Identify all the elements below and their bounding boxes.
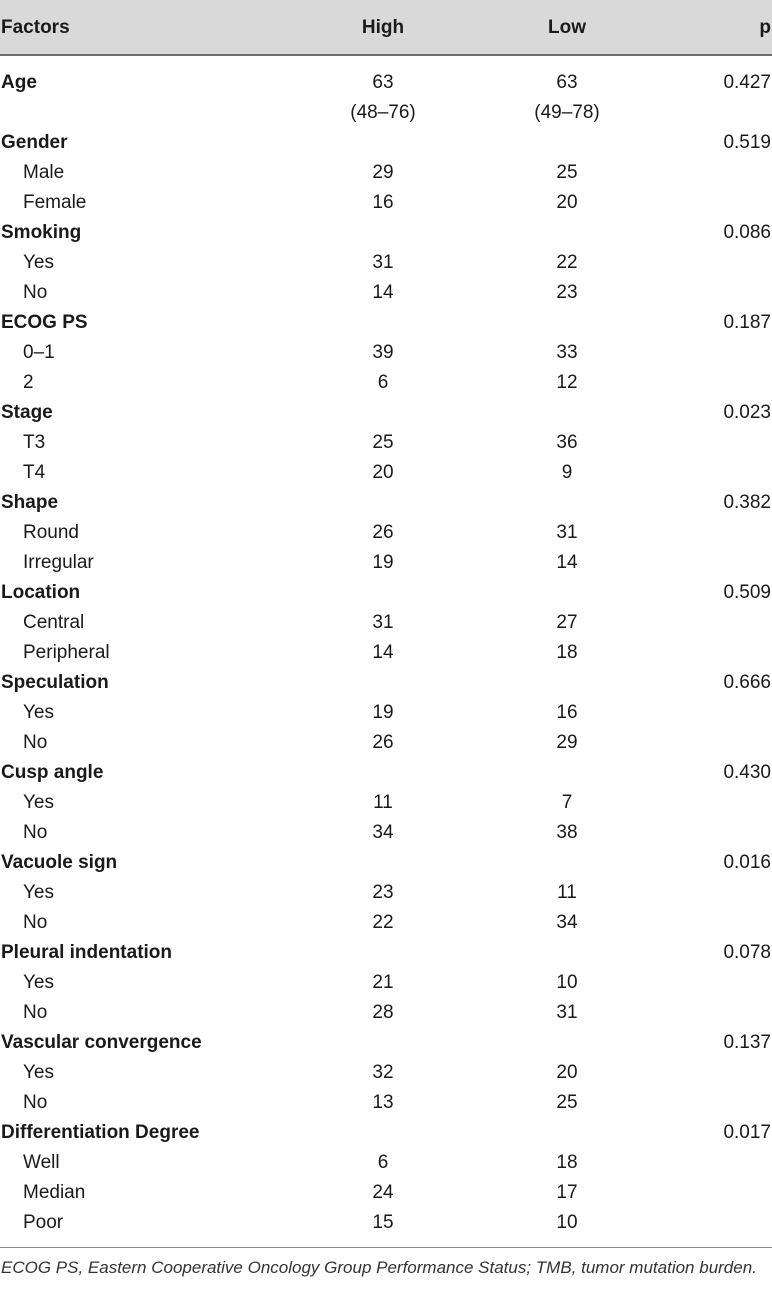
row-label: T4	[23, 462, 46, 483]
row-low: 20	[556, 1062, 578, 1083]
header-factors: Factors	[1, 17, 70, 38]
group-label: ECOG PS	[1, 312, 88, 333]
row-label: Female	[23, 192, 87, 213]
group-label: Speculation	[1, 672, 109, 693]
table-bottom-rule	[0, 1247, 772, 1248]
group-p: 0.187	[723, 312, 771, 333]
row-low: 25	[556, 1092, 578, 1113]
row-high: 14	[372, 642, 394, 663]
table-footnote: ECOG PS, Eastern Cooperative Oncology Group Performance Status; TMB, tumor mutation burden.	[1, 1258, 757, 1277]
group-p: 0.430	[723, 762, 771, 783]
group-p: 0.382	[723, 492, 771, 513]
row-low: 14	[556, 552, 578, 573]
row-label: Well	[23, 1152, 60, 1173]
row-low: 16	[556, 702, 578, 723]
row-high: 34	[372, 822, 394, 843]
header-p: p	[759, 17, 771, 38]
row-label: Yes	[23, 972, 54, 993]
row-label: Poor	[23, 1212, 64, 1233]
row-label: Peripheral	[23, 642, 110, 663]
row-low: 29	[556, 732, 578, 753]
group-p: 0.016	[723, 852, 771, 873]
row-high: 19	[372, 702, 394, 723]
row-high: 22	[372, 912, 394, 933]
row-high: 29	[372, 162, 394, 183]
group-p: 0.509	[723, 582, 771, 603]
row-low: 27	[556, 612, 578, 633]
row-low: 25	[556, 162, 578, 183]
row-label: Male	[23, 162, 65, 183]
row-high: 25	[372, 432, 394, 453]
row-high: 26	[372, 522, 394, 543]
row-high: 11	[373, 792, 393, 813]
row-low: 17	[556, 1182, 578, 1203]
row-low: 22	[556, 252, 578, 273]
row-low: 38	[556, 822, 578, 843]
row-low: 20	[556, 192, 578, 213]
row-label: T3	[23, 432, 46, 453]
group-label: Gender	[1, 132, 68, 153]
age-p: 0.427	[723, 72, 771, 93]
row-low: 33	[556, 342, 578, 363]
row-low: 18	[556, 1152, 578, 1173]
header-high: High	[361, 17, 405, 38]
row-high: 39	[372, 342, 394, 363]
header-low: Low	[548, 17, 586, 38]
row-high: 20	[372, 462, 394, 483]
row-high: 24	[372, 1182, 394, 1203]
row-label: Yes	[23, 882, 54, 903]
table-header	[0, 0, 772, 56]
row-low: 11	[557, 882, 577, 903]
group-p: 0.078	[723, 942, 771, 963]
row-label: 0–1	[23, 342, 55, 363]
row-high: 31	[372, 252, 394, 273]
row-low: 10	[556, 972, 578, 993]
row-label: No	[23, 732, 48, 753]
group-label: Location	[1, 582, 81, 603]
row-high: 13	[372, 1092, 394, 1113]
group-label: Stage	[1, 402, 53, 423]
row-low: 34	[556, 912, 578, 933]
row-low: 23	[556, 282, 578, 303]
row-label: Median	[23, 1182, 86, 1203]
row-label: Central	[23, 612, 85, 633]
group-p: 0.519	[723, 132, 771, 153]
row-low: 9	[561, 462, 573, 483]
group-label: Vascular convergence	[1, 1032, 202, 1053]
row-high: 28	[372, 1002, 394, 1023]
row-low: 31	[556, 522, 578, 543]
group-p: 0.137	[723, 1032, 771, 1053]
group-label: Pleural indentation	[1, 942, 173, 963]
group-label: Shape	[1, 492, 59, 513]
age-low: 63	[556, 72, 578, 93]
row-label: Irregular	[23, 552, 94, 573]
row-high: 19	[372, 552, 394, 573]
row-label: No	[23, 1092, 48, 1113]
age-low-range: (49–78)	[534, 102, 600, 123]
row-label: No	[23, 1002, 48, 1023]
row-high: 23	[372, 882, 394, 903]
age-label: Age	[1, 72, 37, 93]
row-high: 16	[372, 192, 394, 213]
row-high: 6	[377, 372, 389, 393]
row-high: 31	[372, 612, 394, 633]
row-low: 36	[556, 432, 578, 453]
row-label: Yes	[23, 702, 54, 723]
row-high: 14	[372, 282, 394, 303]
row-low: 18	[556, 642, 578, 663]
row-label: No	[23, 282, 48, 303]
row-label: No	[23, 822, 48, 843]
row-low: 10	[556, 1212, 578, 1233]
row-high: 6	[377, 1152, 389, 1173]
group-p: 0.666	[723, 672, 771, 693]
row-label: Round	[23, 522, 79, 543]
age-high-range: (48–76)	[350, 102, 416, 123]
row-low: 31	[556, 1002, 578, 1023]
group-p: 0.023	[723, 402, 771, 423]
row-label: Yes	[23, 1062, 54, 1083]
row-high: 32	[372, 1062, 394, 1083]
row-label: Yes	[23, 792, 54, 813]
row-high: 21	[372, 972, 394, 993]
row-label: Yes	[23, 252, 54, 273]
group-label: Vacuole sign	[1, 852, 118, 873]
row-high: 15	[372, 1212, 394, 1233]
group-label: Differentiation Degree	[1, 1122, 200, 1143]
row-low: 12	[556, 372, 578, 393]
row-low: 7	[561, 792, 573, 813]
age-high: 63	[372, 72, 394, 93]
group-label: Cusp angle	[1, 762, 104, 783]
row-label: No	[23, 912, 48, 933]
group-p: 0.086	[723, 222, 771, 243]
group-p: 0.017	[723, 1122, 771, 1143]
group-label: Smoking	[1, 222, 82, 243]
row-label: 2	[23, 372, 34, 393]
row-high: 26	[372, 732, 394, 753]
